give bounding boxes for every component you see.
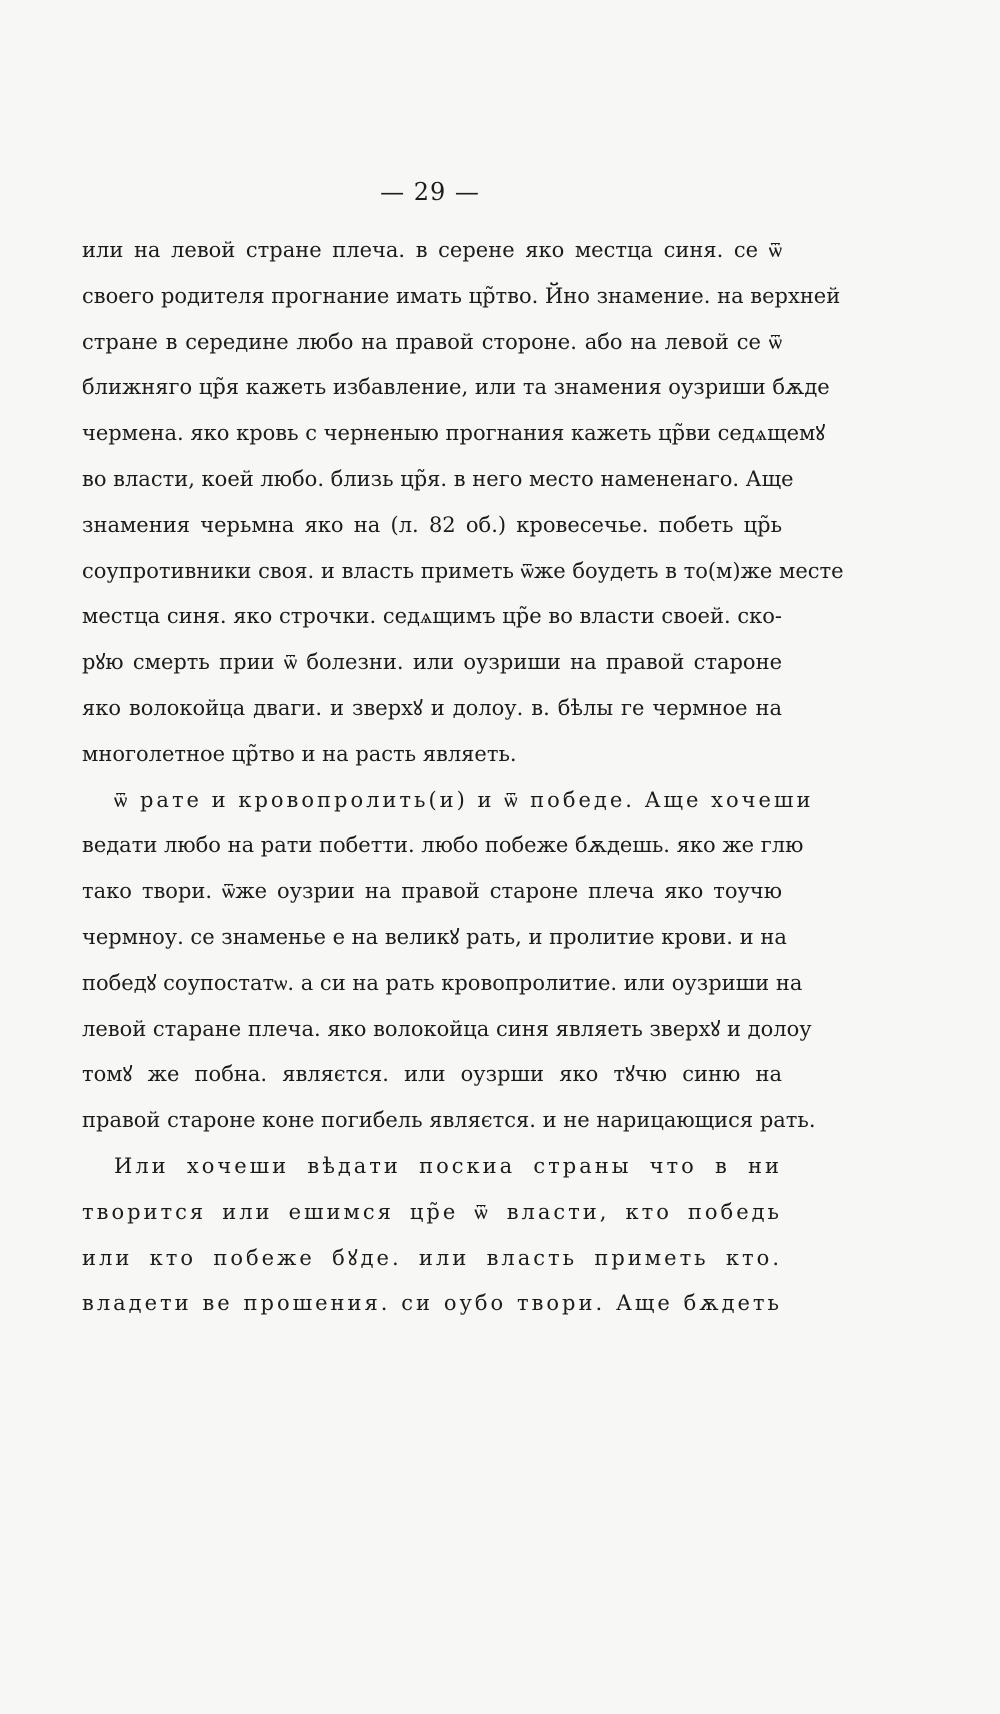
text-line: местца синя. яко строчки. седѧщимъ цр̃е во власти своей. ско- [82,604,782,629]
text-line: ведати любо на рати побетти. любо побеже бѫдешь. яко же глю [82,833,804,858]
body-text [82,228,844,1327]
text-line: чермноу. се знаменье е на великꙋ рать, и пролитие крови. и на [82,924,787,949]
text-line: творится или ешимся цр̃е ѿ власти, кто победь [82,1199,782,1224]
text-line: томꙋ же побна. являєтся. или оузрши яко тꙋчю синю на [82,1062,782,1087]
text-line: стране в середине любо на правой стороне. або на левой се ѿ [82,329,782,354]
section-heading-line: ѿ рате и кровопролить(и) и ѿ победе. Аще хочеши [114,787,814,812]
text-line: левой старане плеча. яко волокойца синя являеть зверхꙋ и долоу [82,1016,812,1041]
text-line: победꙋ соупостатѡ. а си на рать кровопролитие. или оузриши на [82,970,803,995]
page-number: — 29 — [380,178,480,206]
text-line: правой старонe коне погибель являєтся. и не нарицающися рать. [82,1108,816,1133]
text-line: или на левой стране плеча. в серене яко местца синя. се ѿ [82,238,782,262]
text-line: соупротивники своя. и власть приметь ѿже боудеть в то(м)же месте [82,558,844,583]
text-line: рꙋю смерть прии ѿ болезни. или оузриши на правой старонe [82,650,782,675]
text-line: яко волокойца дваги. и зверхꙋ и долоу. в. бѣлы ге чермное на [82,695,782,720]
text-line: многолетное цр̃тво и на расть являеть. [82,741,517,766]
text-line: владети ве прошения. си оубо твори. Аще бѫдеть [82,1291,782,1316]
text-line: знамения черьмна яко на (л. 82 об.) кровесечье. побеть цр̃ь [82,512,782,537]
text-line: своего родителя прогнание имать цр̃тво. Йно знамение. на верхней [82,283,841,308]
text-line: тако твори. ѿже оузрии на правой старонe плеча яко тоучю [82,879,782,904]
section-heading-line: Или хочеши вѣдати поскиа страны что в ни [114,1153,782,1178]
text-line: чермена. яко кровь с черненыю прогнания кажеть цр̃ви седѧщемꙋ [82,421,826,446]
text-line: ближняго цр̃я кажеть избавление, или та знамения оузриши бѫде [82,375,830,400]
text-line: или кто побеже бꙋде. или власть приметь кто. [82,1245,782,1270]
text-line: во власти, коей любо. близь цр̃я. в него место намененаго. Аще [82,466,794,491]
